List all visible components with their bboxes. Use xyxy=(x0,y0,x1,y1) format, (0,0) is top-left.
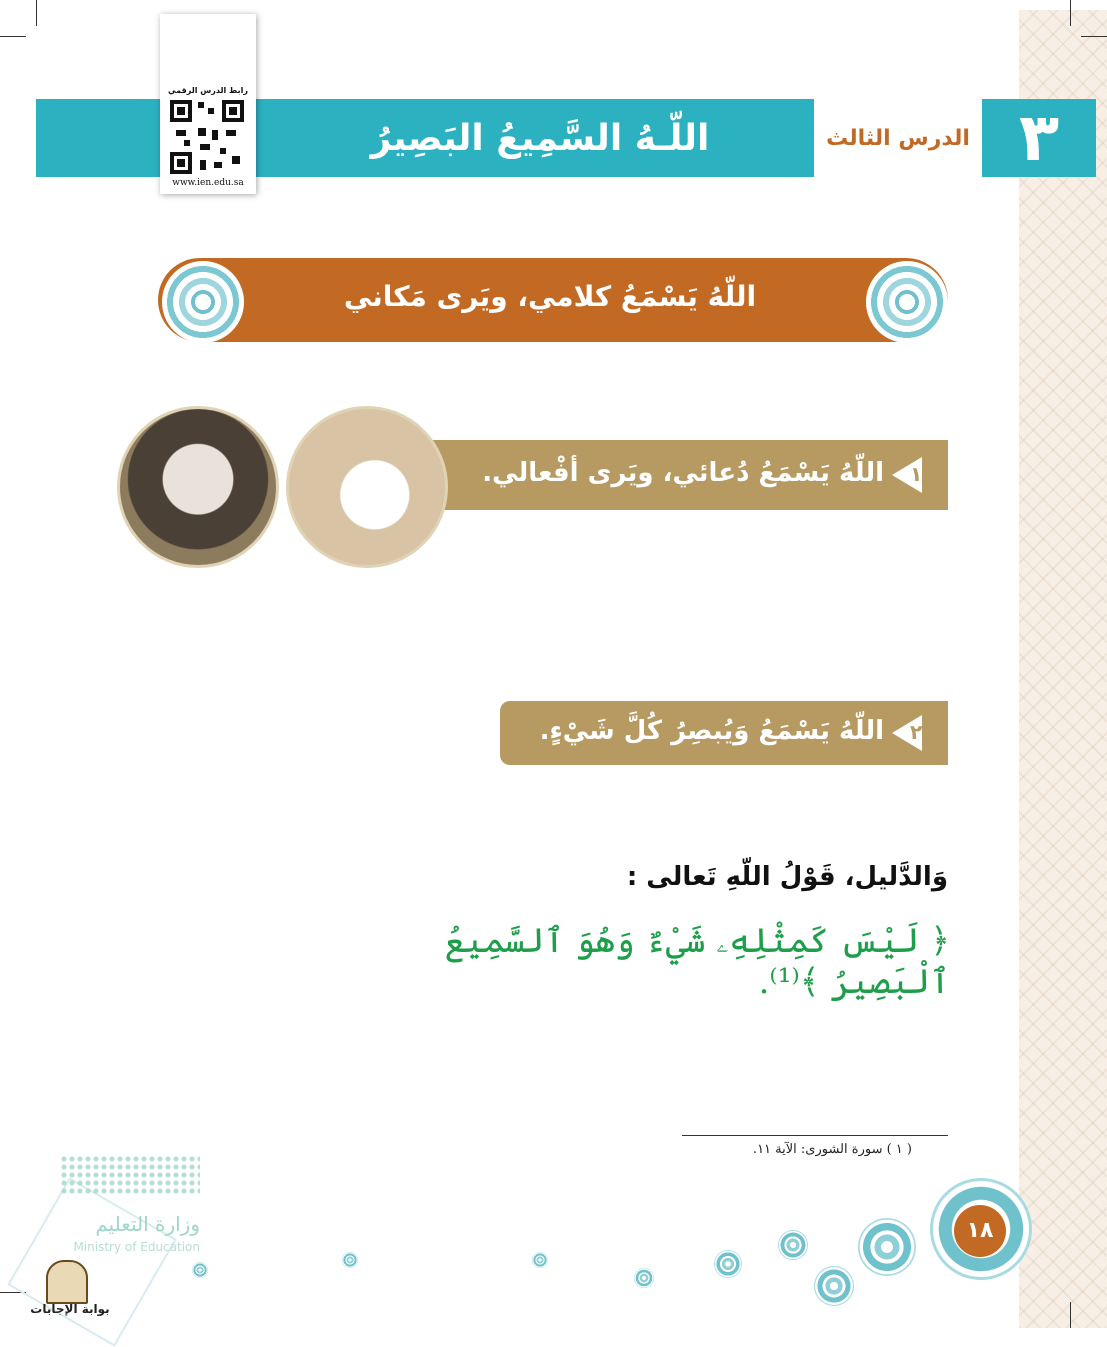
crop-mark xyxy=(0,36,26,37)
rosette-icon xyxy=(162,261,244,343)
boy-praying-photo xyxy=(286,406,448,568)
geometric-ornament xyxy=(7,1177,176,1346)
flower-ornament-icon xyxy=(814,1266,854,1306)
lesson-number: ٣ xyxy=(982,99,1096,177)
crop-mark xyxy=(36,0,37,26)
girl-praying-photo xyxy=(117,406,279,568)
crop-mark xyxy=(1070,1302,1071,1328)
flower-ornament-icon xyxy=(778,1230,808,1260)
ministry-name-en: Ministry of Education xyxy=(73,1240,200,1254)
qr-url[interactable]: www.ien.edu.sa xyxy=(172,178,244,188)
rosette-icon xyxy=(866,261,948,343)
footnote-divider xyxy=(682,1135,948,1136)
qr-code-icon[interactable] xyxy=(170,100,244,174)
crop-mark xyxy=(1081,36,1107,37)
flower-ornament-icon xyxy=(192,1262,208,1278)
page-number: ١٨ xyxy=(954,1205,1006,1257)
lesson-label: الدرس الثالث xyxy=(826,126,970,151)
point-text-2: اللّهُ يَسْمَعُ وَيُبصِرُ كُلَّ شَيْءٍ. xyxy=(539,716,884,746)
flower-ornament-icon xyxy=(532,1252,548,1268)
ministry-name-ar: وزارة التعليم xyxy=(95,1212,200,1236)
proof-intro: وَالدَّليل، قَوْلُ اللّهِ تَعالى : xyxy=(626,862,948,892)
qr-label: رابط الدرس الرقمي xyxy=(168,86,248,95)
main-statement: اللّهُ يَسْمَعُ كلامي، ويَرى مَكاني xyxy=(343,280,757,313)
flower-ornament-icon xyxy=(714,1250,742,1278)
lesson-title: اللّـهُ السَّمِيعُ البَصِيرُ xyxy=(370,118,710,159)
footnote: ( ١ ) سورة الشورى: الآية ١١. xyxy=(752,1142,912,1157)
point-text-1: اللّهُ يَسْمَعُ دُعائي، ويَرى أفْعالي. xyxy=(482,458,884,488)
portal-logo-icon xyxy=(46,1260,88,1304)
point-number-1: ١ xyxy=(910,462,923,486)
flower-ornament-icon xyxy=(342,1252,358,1268)
quran-verse: ﴿ لَيْسَ كَمِثْلِهِۦ شَيْءٌ وَهُوَ ٱلسَّمِيعُ ٱلْبَصِيرُ ﴾⁽¹⁾. xyxy=(444,921,950,1002)
point-number-2: ٢ xyxy=(910,720,923,744)
side-decoration-strip xyxy=(1019,10,1107,1328)
flower-ornament-icon xyxy=(858,1218,916,1276)
ministry-logo-icon xyxy=(60,1155,200,1195)
crop-mark xyxy=(1070,0,1071,26)
watermark-text: بوابة الإجابات xyxy=(30,1302,110,1316)
flower-ornament-icon xyxy=(634,1268,654,1288)
